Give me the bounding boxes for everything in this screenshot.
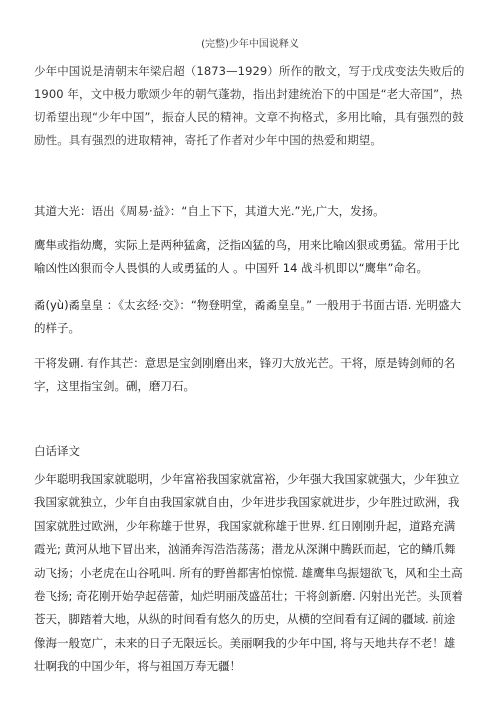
note-text: 干将发硎. 有作其芒：意思是宝剑刚磨出来，锋刃大放光芒。干将，原是铸剑师的名字，这里指宝剑。硎，磨刀石。 bbox=[34, 356, 456, 393]
intro-paragraph bbox=[34, 60, 466, 152]
translation-text: 少年聪明我国家就聪明，少年富裕我国家就富裕，少年强大我国家就强大，少年独立我国家就独立，少年自由我国家就自由，少年进步我国家就进步，少年胜过欧洲，我国家就胜过欧洲，少年称雄于世界，我国家就称雄于世界. 红日刚刚升起，道路充满霞光; 黄河从地下冒出来，汹涌奔泻浩浩荡荡；潜龙从深渊中腾跃而起，它的鳞爪舞动飞扬；小老虎在山谷吼叫. 所有的野兽都害怕惊慌. 雄鹰隼鸟振翅欲飞，风和尘土高卷飞扬; 奇花刚开始孕起蓓蕾，灿烂明丽茂盛茁壮；干将剑新磨. 闪射出光芒。头顶着苍天，脚踏着大地，从纵的时间看有悠久的历史，从横的空间看有辽阔的疆域. 前途像海一般宽广，未来的日子无限远长。美丽啊我的少年中国, 将与天地共存不老！雄壮啊我的中国少年，将与祖国万寿无疆！ bbox=[34, 472, 463, 674]
note-qidaodaguang bbox=[34, 200, 466, 223]
note-yingsun bbox=[34, 234, 466, 280]
note-yuyuhuanghuang bbox=[34, 294, 466, 340]
translation-heading bbox=[34, 440, 466, 463]
translation-paragraph bbox=[34, 468, 466, 679]
heading-text: 白话译文 bbox=[34, 444, 80, 458]
note-text: 鹰隼或指幼鹰，实际上是两种猛禽，泛指凶猛的鸟，用来比喻凶狠或勇猛。常用于比喻凶性凶狠而令人畏惧的人或勇猛的人 。中国歼 14 战斗机即以“鹰隼”命名。 bbox=[34, 238, 460, 275]
document-title: (完整)少年中国说释义 bbox=[201, 39, 299, 50]
note-text: 其道大光：语出《周易·益》：“自上下下，其道大光.”光,广大，发扬。 bbox=[34, 204, 385, 218]
note-ganjiangfaxing bbox=[34, 352, 466, 398]
note-text: 矞(yù)矞皇皇 ：《太玄经·交》：“物登明堂，矞矞皇皇。” 一般用于书面古语. 光明盛大的样子。 bbox=[34, 298, 462, 335]
intro-text: 少年中国说是清朝末年梁启超（1873—1929）所作的散文，写于戊戌变法失败后的 1900 年，文中极力歌颂少年的朝气蓬勃，指出封建统治下的中国是“老大帝国”，热切希望出现“少年中国”，振奋人民的精神。文章不拘格式，多用比喻，具有强烈的鼓励性。具有强烈的进取精神，寄托了作者对少年中国的热爱和期望。 bbox=[34, 64, 465, 147]
